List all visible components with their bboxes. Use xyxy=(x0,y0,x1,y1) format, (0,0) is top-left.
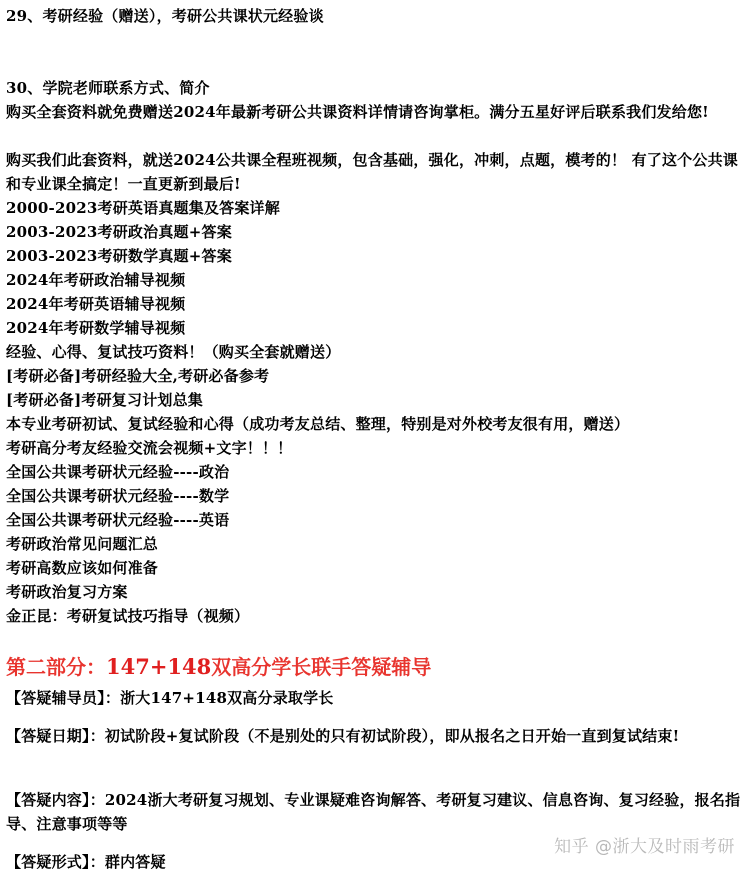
section-title xyxy=(6,652,431,682)
gift-note: 购买全套资料就免费赠送2024年最新考研公共课资料详情请咨询掌柜。满分五星好评后联系我们发给您! xyxy=(6,103,709,121)
list-item: 考研政治复习方案 xyxy=(6,583,128,601)
list-item: 2024年考研政治辅导视频 xyxy=(6,271,186,289)
list-item: 2024年考研数学辅导视频 xyxy=(6,319,186,337)
list-item: 本专业考研初试、复试经验和心得（成功考友总结、整理，特别是对外校考友很有用，赠送） xyxy=(6,415,630,433)
list-item: [考研必备]考研复习计划总集 xyxy=(6,391,203,409)
watermark: 知乎 @浙大及时雨考研 xyxy=(554,837,735,857)
qa-tutor: 【答疑辅导员】：浙大147+148双高分录取学长 xyxy=(6,689,334,707)
list-item: 全国公共课考研状元经验----数学 xyxy=(6,487,230,505)
list-item: 2000-2023考研英语真题集及答案详解 xyxy=(6,199,280,217)
list-item: 金正昆：考研复试技巧指导（视频） xyxy=(6,607,250,625)
list-item: 2003-2023考研数学真题+答案 xyxy=(6,247,232,265)
qa-form: 【答疑形式】：群内答疑 xyxy=(6,853,166,871)
list-item: 经验、心得、复试技巧资料！（购买全套就赠送） xyxy=(6,343,341,361)
list-item: 全国公共课考研状元经验----英语 xyxy=(6,511,230,529)
item-30: 30、学院老师联系方式、简介 xyxy=(6,79,210,97)
item-29: 29、考研经验（赠送），考研公共课状元经验谈 xyxy=(6,7,324,25)
section-title-suffix: 双高分学长联手答疑辅导 xyxy=(211,655,432,679)
list-item: 2003-2023考研政治真题+答案 xyxy=(6,223,232,241)
list-item: [考研必备]考研经验大全,考研必备参考 xyxy=(6,367,270,385)
buy-note: 购买我们此套资料，就送2024公共课全程班视频，包含基础，强化，冲刺，点题，模考的！ 有了这个公共课和专业课全搞定！一直更新到最后! xyxy=(6,151,738,193)
list-item: 考研高分考友经验交流会视频+文字！！！ xyxy=(6,439,293,457)
section-title-prefix: 第二部分： xyxy=(6,655,106,679)
section-title-highlight: 147+148 xyxy=(106,654,212,679)
list-item: 2024年考研英语辅导视频 xyxy=(6,295,186,313)
list-item: 全国公共课考研状元经验----政治 xyxy=(6,463,230,481)
qa-dates: 【答疑日期】：初试阶段+复试阶段（不是别处的只有初试阶段），即从报名之日开始一直到复试结束! xyxy=(6,727,680,745)
list-item: 考研政治常见问题汇总 xyxy=(6,535,159,553)
list-item: 考研高数应该如何准备 xyxy=(6,559,159,577)
qa-content: 【答疑内容】：2024浙大考研复习规划、专业课疑难咨询解答、考研复习建议、信息咨询、复习经验，报名指导、注意事项等等 xyxy=(6,791,741,833)
